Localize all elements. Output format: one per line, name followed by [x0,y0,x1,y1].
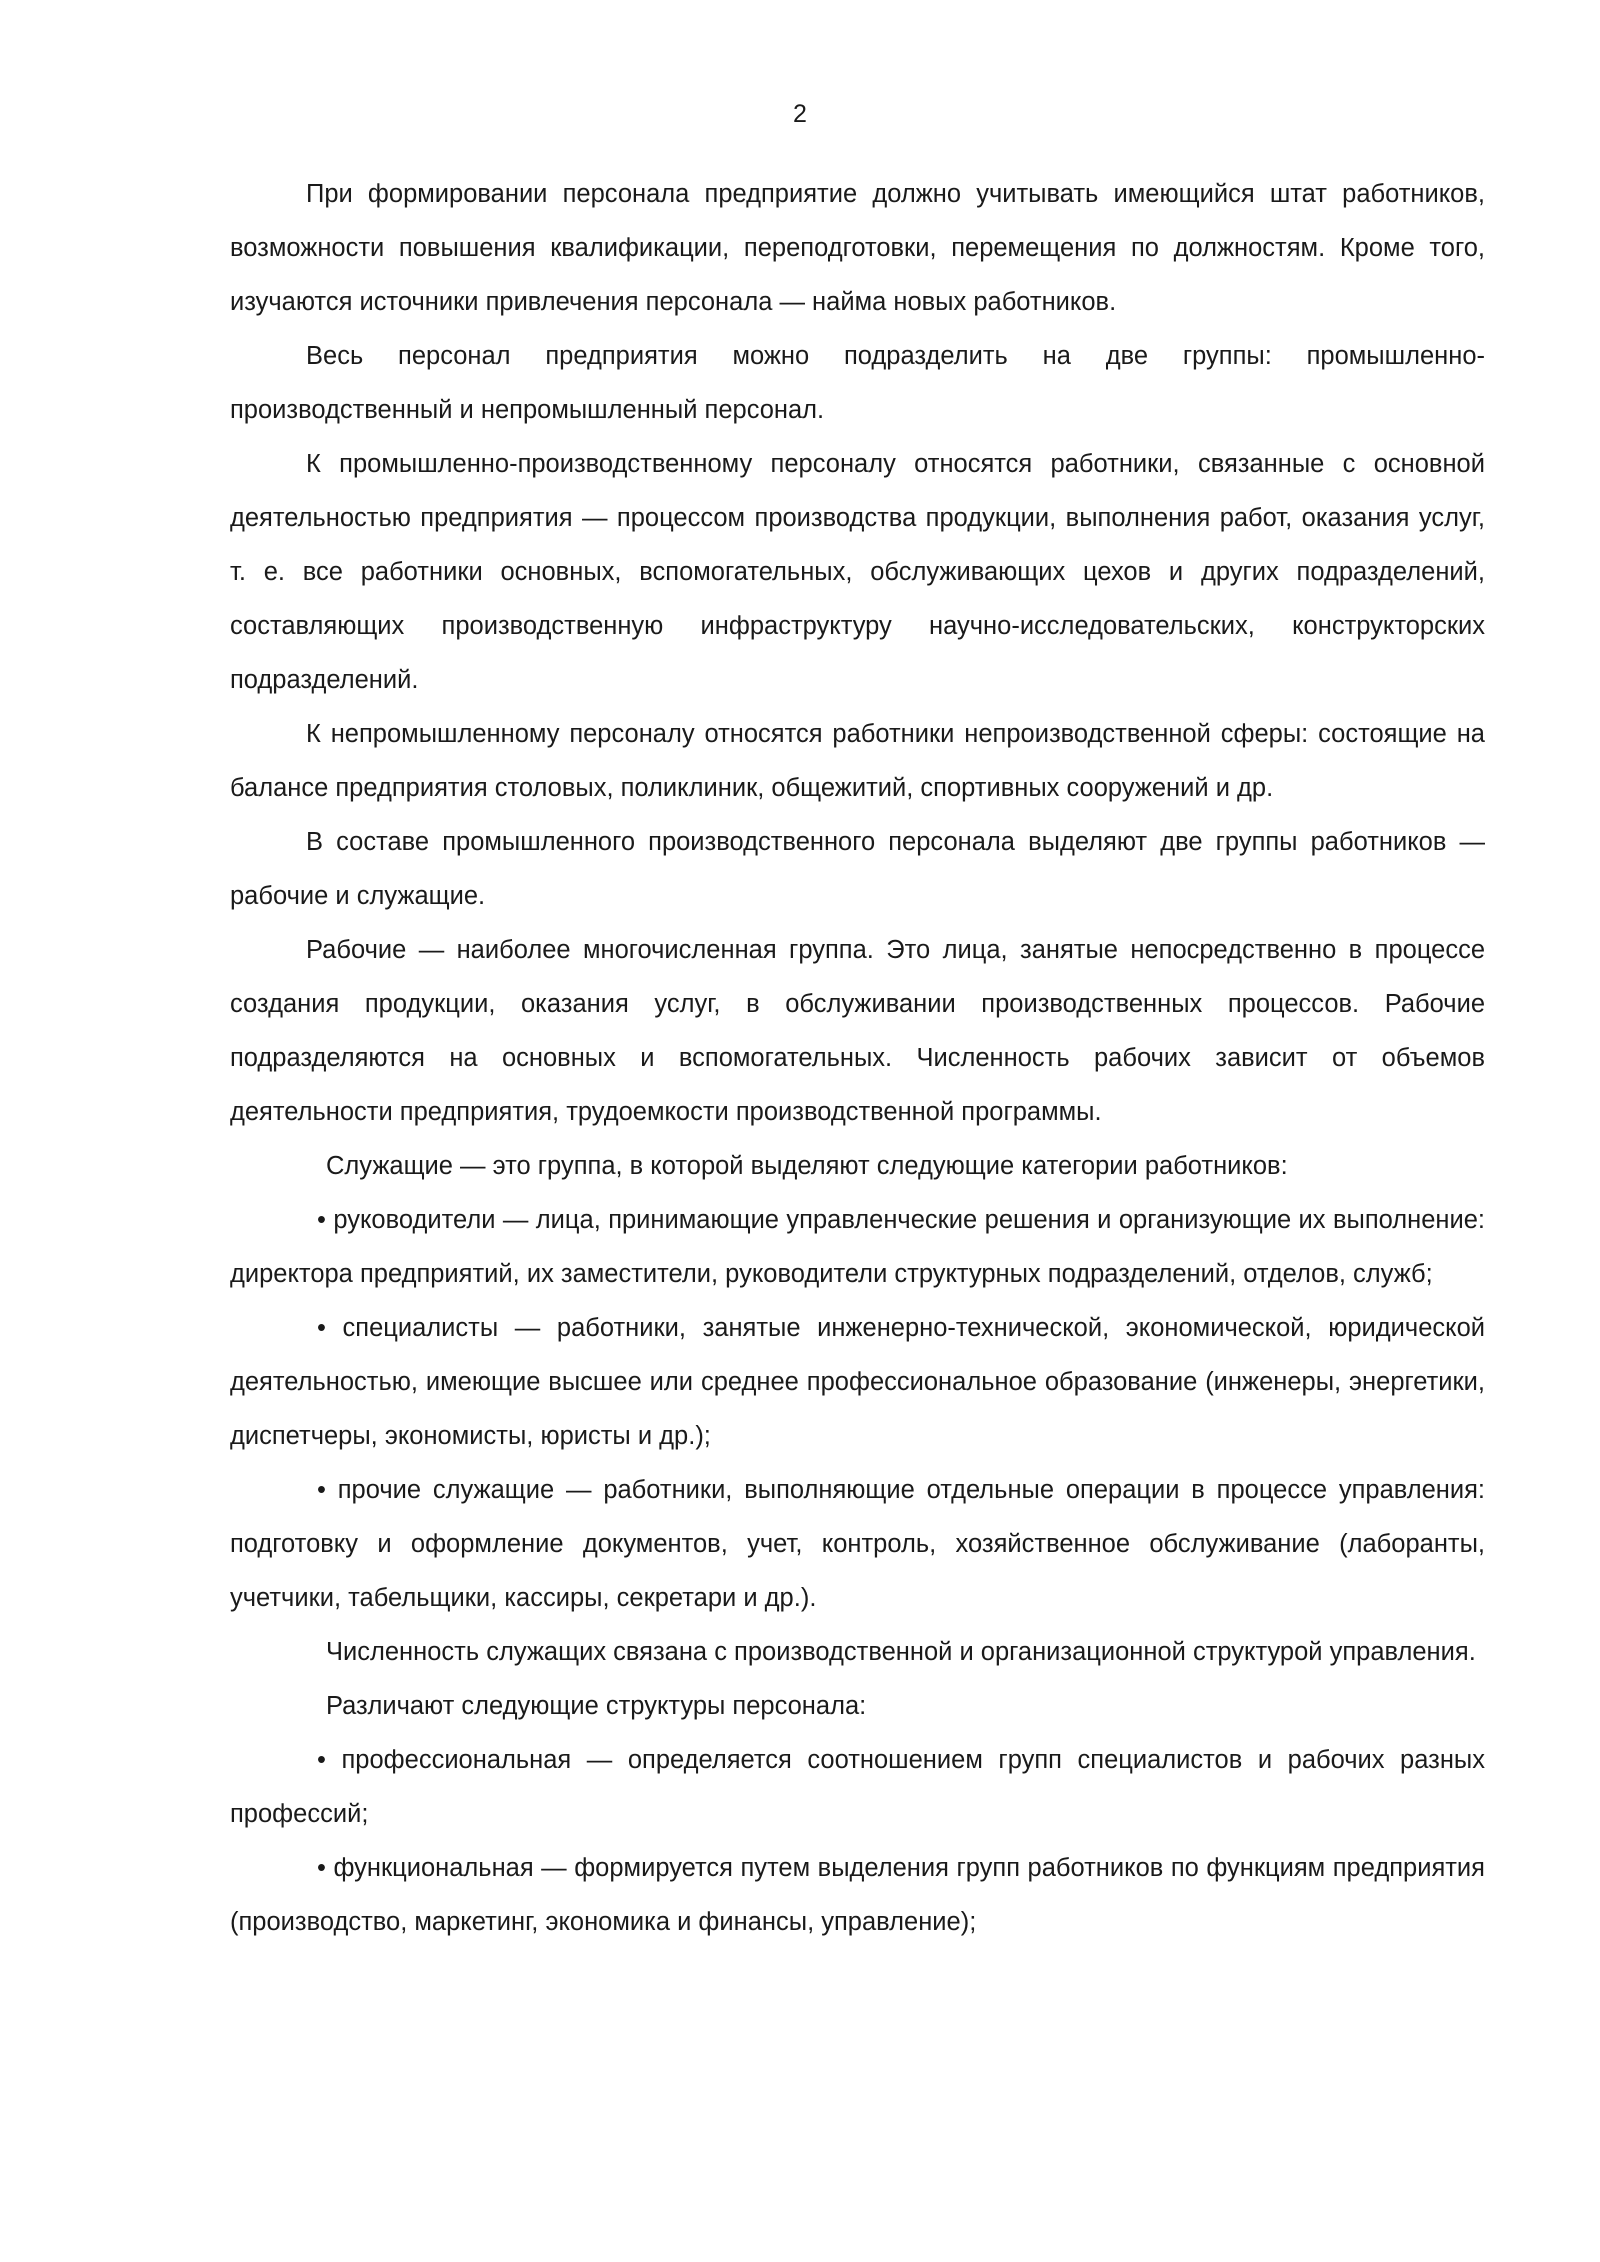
list-item-functional-structure: • функциональная — формируется путем выделения групп работников по функциям предприятия (производство, маркетинг, экономика и финансы, управление); [230,1854,1485,1936]
paragraph-worker-groups: В составе промышленного производственного персонала выделяют две группы работников — рабочие и служащие. [230,828,1485,910]
paragraph-staff-formation: При формировании персонала предприятие должно учитывать имеющийся штат работников, возможности повышения квалификации, переподготовки, перемещения по должностям. Кроме того, изучаются источники привлечения персонала — найма новых работников. [230,180,1485,316]
paragraph-employees-intro: Служащие — это группа, в которой выделяют следующие категории работников: [326,1152,1288,1180]
document-body [230,167,1485,1949]
page-number: 2 [793,100,807,128]
paragraph-workers: Рабочие — наиболее многочисленная группа. Это лица, занятые непосредственно в процессе создания продукции, оказания услуг, в обслуживании производственных процессов. Рабочие подразделяются на основных и вспомогательных. Численность рабочих зависит от объемов деятельности предприятия, трудоемкости производственной программы. [230,936,1485,1126]
paragraph-personnel-groups: Весь персонал предприятия можно подразделить на две группы: промышленно-производственный и непромышленный персонал. [230,342,1485,424]
paragraph-employee-count: Численность служащих связана с производственной и организационной структурой управления. [326,1638,1476,1666]
paragraph-structures-intro: Различают следующие структуры персонала: [326,1692,867,1720]
paragraph-industrial-personnel: К промышленно-производственному персоналу относятся работники, связанные с основной деятельностью предприятия — процессом производства продукции, выполнения работ, оказания услуг, т. е. все работники основных, вспомогательных, обслуживающих цехов и других подразделений, составляющих производственную инфраструктуру научно-исследовательских, конструкторских подразделений. [230,450,1485,694]
list-item-professional-structure: • профессиональная — определяется соотношением групп специалистов и рабочих разных профессий; [230,1746,1485,1828]
list-item-managers: • руководители — лица, принимающие управленческие решения и организующие их выполнение: директора предприятий, их заместители, руководители структурных подразделений, отделов, служб; [230,1206,1485,1288]
list-item-specialists: • специалисты — работники, занятые инженерно-технической, экономической, юридической деятельностью, имеющие высшее или среднее профессиональное образование (инженеры, энергетики, диспетчеры, экономисты, юристы и др.); [230,1314,1485,1450]
paragraph-nonindustrial-personnel: К непромышленному персоналу относятся работники непроизводственной сферы: состоящие на балансе предприятия столовых, поликлиник, общежитий, спортивных сооружений и др. [230,720,1485,802]
list-item-other-employees: • прочие служащие — работники, выполняющие отдельные операции в процессе управления: подготовку и оформление документов, учет, контроль, хозяйственное обслуживание (лаборанты, учетчики, табельщики, кассиры, секретари и др.). [230,1476,1485,1612]
